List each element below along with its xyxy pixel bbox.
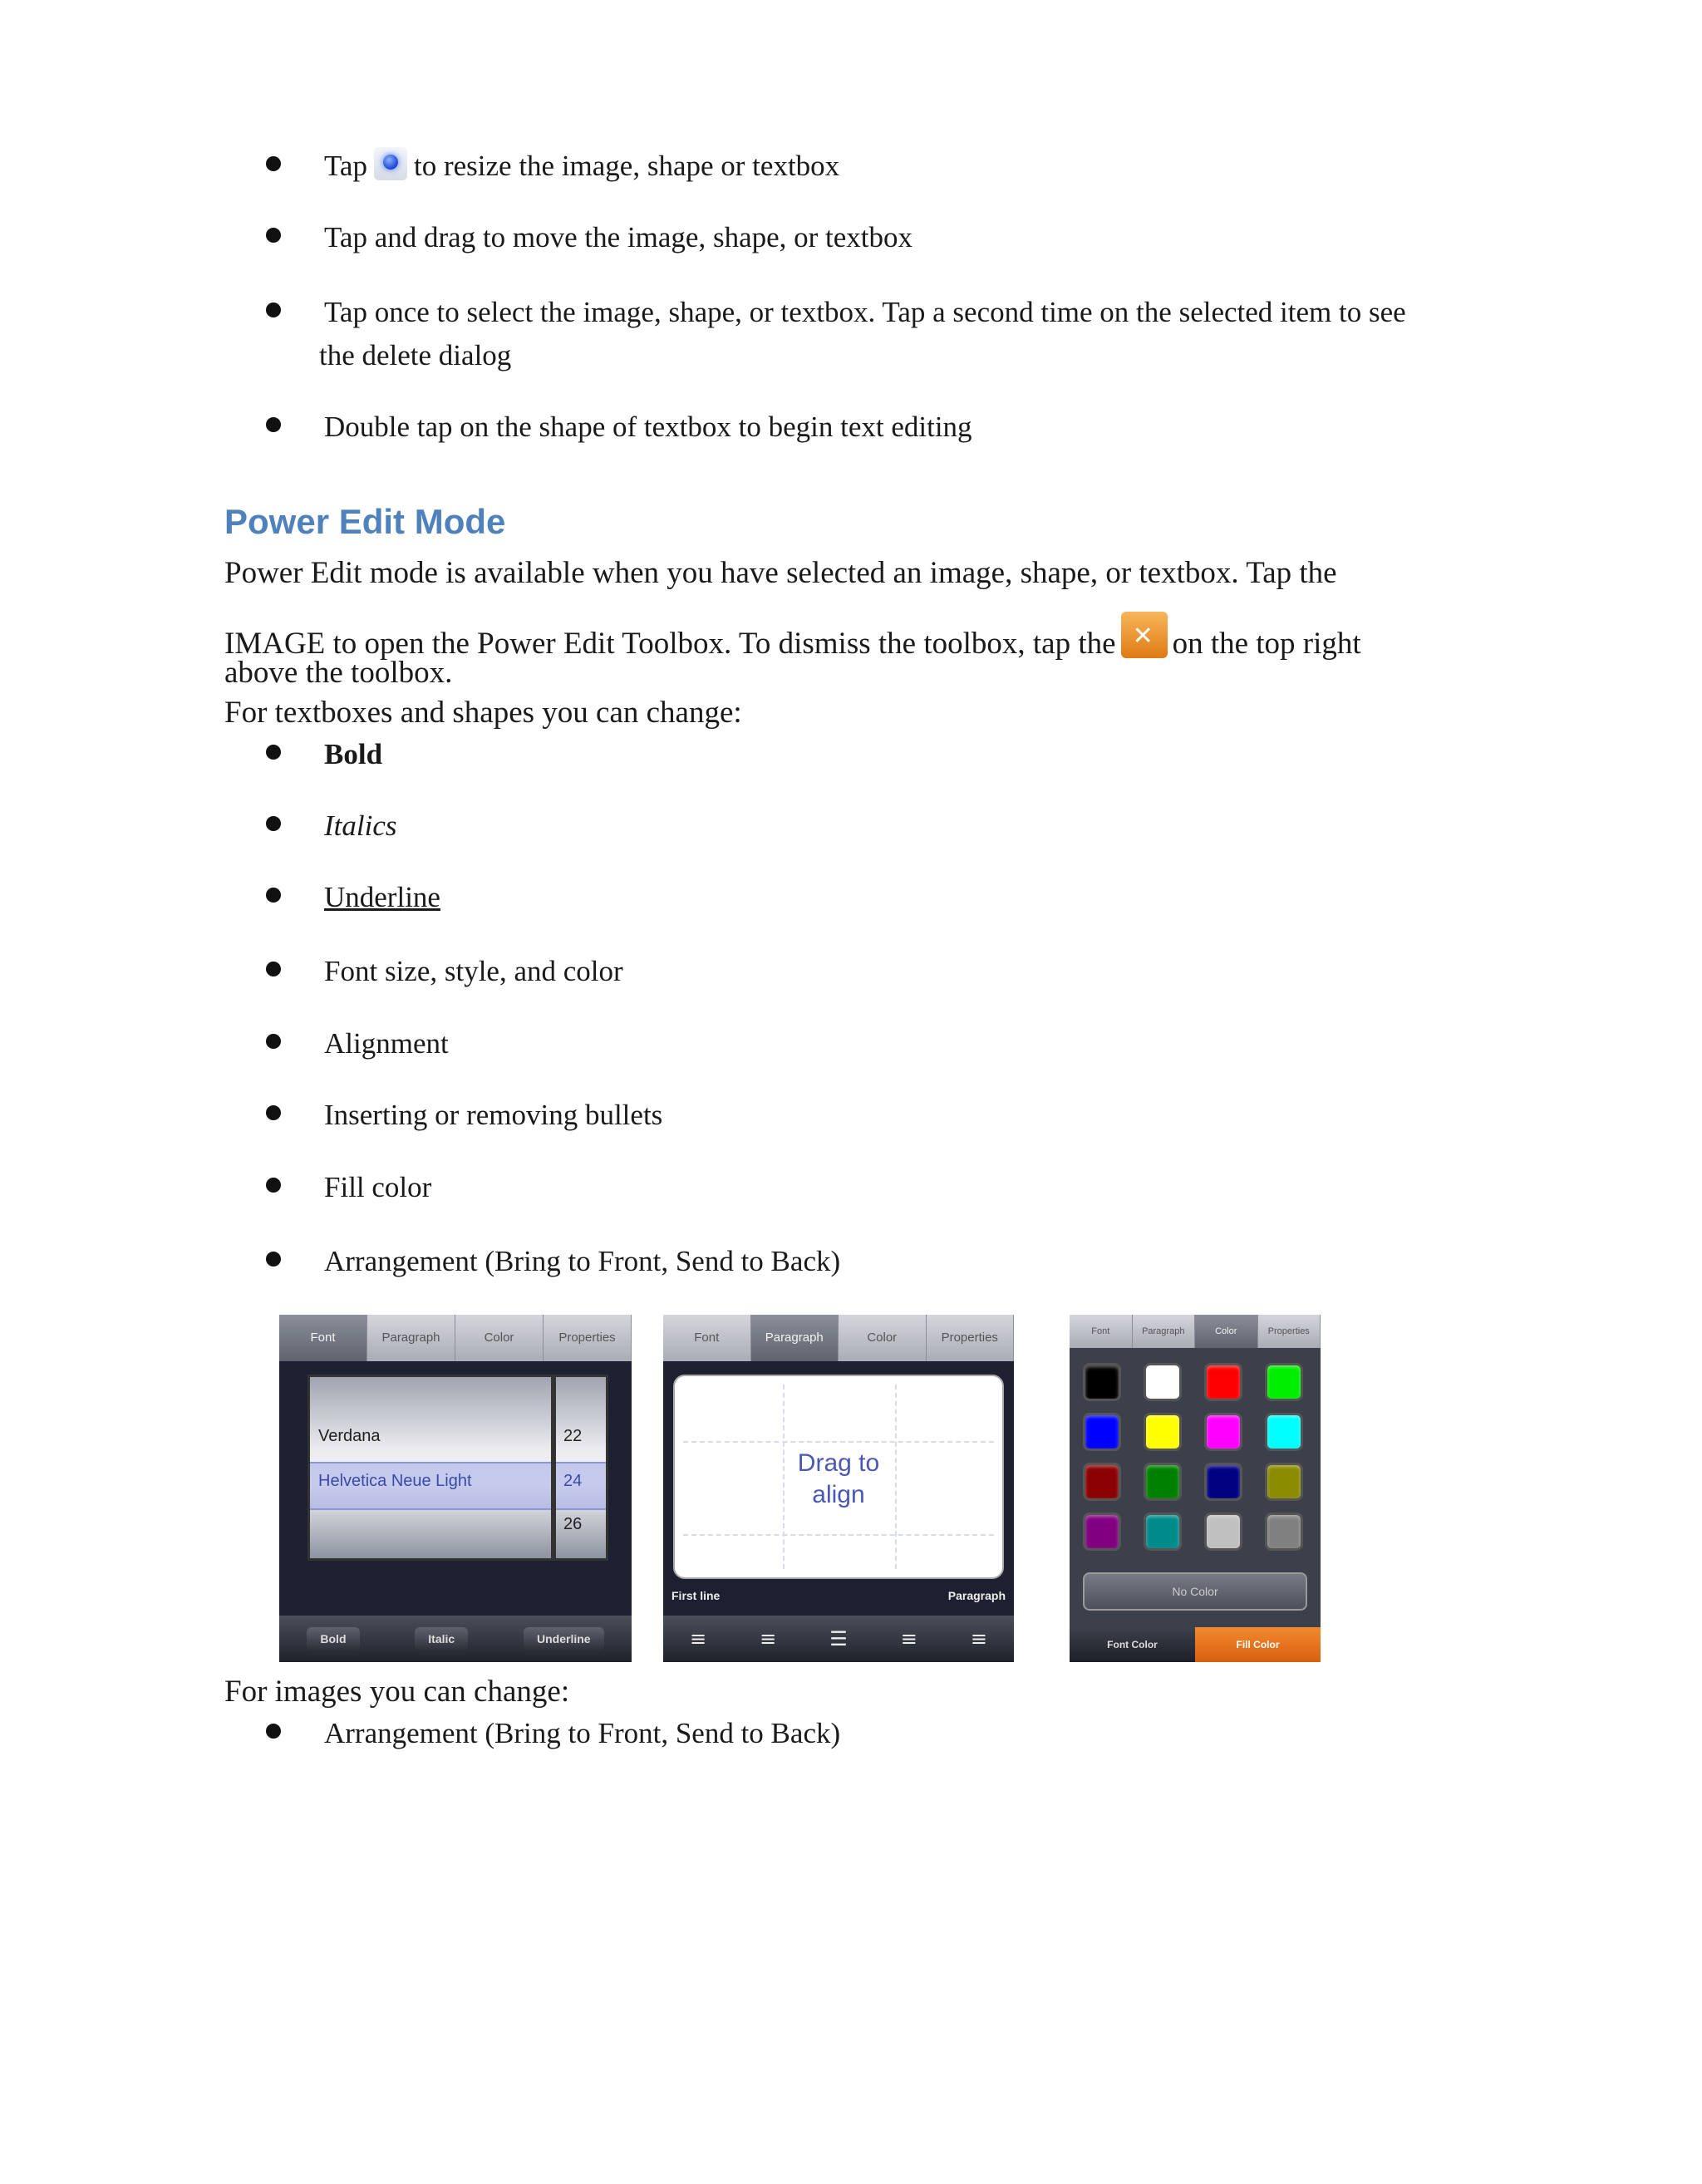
drag-to-align-area[interactable] bbox=[673, 1375, 1004, 1579]
font-picker-wheel[interactable] bbox=[307, 1375, 608, 1561]
fill-color-tab[interactable]: Fill Color bbox=[1195, 1627, 1321, 1662]
feature-fill-color-text: Fill color bbox=[324, 1171, 432, 1203]
color-swatch[interactable] bbox=[1144, 1463, 1182, 1501]
color-swatch[interactable] bbox=[1144, 1363, 1182, 1401]
color-swatch[interactable] bbox=[1083, 1513, 1121, 1551]
color-panel-screenshot bbox=[1070, 1315, 1321, 1662]
color-swatch[interactable] bbox=[1204, 1463, 1242, 1501]
font-panel-tabs bbox=[279, 1315, 632, 1361]
color-swatch[interactable] bbox=[1083, 1413, 1121, 1451]
underline-button[interactable]: Underline bbox=[524, 1627, 604, 1650]
italic-button[interactable]: Italic bbox=[415, 1627, 468, 1650]
alignment-guide bbox=[683, 1534, 994, 1536]
bold-button[interactable]: Bold bbox=[307, 1627, 359, 1650]
alignment-bar bbox=[663, 1616, 1014, 1662]
bullet-list-icon[interactable]: ☰ bbox=[829, 1627, 848, 1650]
section-heading: Power Edit Mode bbox=[224, 502, 506, 541]
bullet-select-continuation bbox=[319, 334, 511, 377]
paragraph-label: Paragraph bbox=[947, 1589, 1006, 1602]
indent-increase-icon[interactable]: ≡ bbox=[690, 1627, 707, 1650]
tab-paragraph[interactable]: Paragraph bbox=[751, 1315, 839, 1361]
bullet-dot bbox=[266, 1178, 281, 1193]
tab-paragraph[interactable]: Paragraph bbox=[1133, 1315, 1196, 1348]
feature-alignment-text: Alignment bbox=[324, 1027, 449, 1060]
intro-line-1: Power Edit mode is available when you have selected an image, shape, or textbox. Tap the bbox=[224, 556, 1337, 590]
feature-underline-text: Underline bbox=[324, 881, 440, 913]
tab-properties[interactable]: Properties bbox=[544, 1315, 632, 1361]
close-toolbox-icon bbox=[1121, 612, 1168, 658]
bullet-dot bbox=[266, 228, 281, 243]
bullet-dot bbox=[266, 745, 281, 760]
bullet-dot bbox=[266, 1105, 281, 1120]
images-intro: For images you can change: bbox=[224, 1675, 570, 1709]
bullet-resize-after: to resize the image, shape or textbox bbox=[413, 150, 840, 182]
feature-arrangement-text: Arrangement (Bring to Front, Send to Back) bbox=[324, 1245, 841, 1277]
tab-paragraph[interactable]: Paragraph bbox=[367, 1315, 455, 1361]
color-swatch[interactable] bbox=[1265, 1513, 1303, 1551]
color-swatch[interactable] bbox=[1083, 1463, 1121, 1501]
bullet-dot bbox=[266, 1724, 281, 1739]
drag-to-align-label: Drag to align bbox=[797, 1449, 880, 1508]
alignment-guide bbox=[683, 1441, 994, 1443]
size-option-24[interactable]: 24 bbox=[563, 1472, 583, 1490]
bullet-dot bbox=[266, 1034, 281, 1049]
tab-font[interactable]: Font bbox=[663, 1315, 751, 1361]
bullet-dot bbox=[266, 816, 281, 831]
picker-divider bbox=[551, 1377, 556, 1558]
tab-properties[interactable]: Properties bbox=[1258, 1315, 1321, 1348]
color-swatch[interactable] bbox=[1204, 1363, 1242, 1401]
color-swatch[interactable] bbox=[1204, 1513, 1242, 1551]
font-option-verdana[interactable]: Verdana bbox=[318, 1427, 381, 1445]
tab-font[interactable]: Font bbox=[279, 1315, 367, 1361]
first-line-label: First line bbox=[671, 1589, 721, 1602]
intro-line-3: above the toolbox. bbox=[224, 656, 453, 690]
intro-line-2-before: IMAGE to open the Power Edit Toolbox. To dismiss the toolbox, tap the bbox=[224, 627, 1116, 661]
feature-bold-text: Bold bbox=[324, 738, 383, 770]
tab-color[interactable]: Color bbox=[839, 1315, 927, 1361]
bullet-dot bbox=[266, 303, 281, 317]
bullet-dot bbox=[266, 156, 281, 171]
color-swatch[interactable] bbox=[1265, 1363, 1303, 1401]
color-swatch[interactable] bbox=[1265, 1413, 1303, 1451]
bullet-dot bbox=[266, 888, 281, 903]
tab-properties[interactable]: Properties bbox=[927, 1315, 1015, 1361]
bullet-select-line2: the delete dialog bbox=[319, 339, 512, 371]
color-target-tabs bbox=[1070, 1627, 1321, 1662]
paragraph-panel-screenshot bbox=[663, 1315, 1014, 1662]
bullet-dot bbox=[266, 417, 281, 432]
feature-font-text: Font size, style, and color bbox=[324, 955, 623, 987]
font-option-helvetica-neue-light[interactable]: Helvetica Neue Light bbox=[318, 1472, 472, 1490]
bullet-move-text: Tap and drag to move the image, shape, or textbox bbox=[324, 221, 913, 253]
indent-decrease-icon[interactable]: ≡ bbox=[760, 1627, 777, 1650]
paragraph-panel-tabs bbox=[663, 1315, 1014, 1361]
size-option-26[interactable]: 26 bbox=[563, 1515, 583, 1533]
feature-bullets-text: Inserting or removing bullets bbox=[324, 1099, 663, 1131]
color-swatch[interactable] bbox=[1265, 1463, 1303, 1501]
images-arrangement-text: Arrangement (Bring to Front, Send to Back) bbox=[324, 1717, 841, 1749]
feature-italics-text: Italics bbox=[324, 809, 397, 842]
color-panel-tabs bbox=[1070, 1315, 1321, 1348]
tab-font[interactable]: Font bbox=[1070, 1315, 1133, 1348]
align-left-icon[interactable]: ≡ bbox=[900, 1627, 917, 1650]
bullet-double-tap-text: Double tap on the shape of textbox to begin text editing bbox=[324, 411, 972, 443]
tab-color[interactable]: Color bbox=[1195, 1315, 1258, 1348]
color-swatch[interactable] bbox=[1204, 1413, 1242, 1451]
size-option-22[interactable]: 22 bbox=[563, 1427, 583, 1445]
intro-line-4: For textboxes and shapes you can change: bbox=[224, 696, 742, 730]
bullet-select-line1: Tap once to select the image, shape, or textbox. Tap a second time on the selected item to see bbox=[324, 296, 1406, 328]
font-panel-screenshot bbox=[279, 1315, 632, 1662]
align-right-icon[interactable]: ≡ bbox=[970, 1627, 987, 1650]
color-swatch[interactable] bbox=[1144, 1513, 1182, 1551]
color-swatch[interactable] bbox=[1083, 1363, 1121, 1401]
no-color-button[interactable]: No Color bbox=[1083, 1572, 1307, 1611]
tab-color[interactable]: Color bbox=[455, 1315, 544, 1361]
font-style-bar bbox=[279, 1616, 632, 1662]
resize-handle-icon bbox=[374, 147, 407, 180]
font-color-tab[interactable]: Font Color bbox=[1070, 1627, 1195, 1662]
bullet-resize-before: Tap bbox=[324, 150, 367, 182]
bullet-dot bbox=[266, 962, 281, 976]
intro-line-2-after: on the top right bbox=[1172, 627, 1361, 661]
bullet-dot bbox=[266, 1252, 281, 1267]
color-swatch[interactable] bbox=[1144, 1413, 1182, 1451]
